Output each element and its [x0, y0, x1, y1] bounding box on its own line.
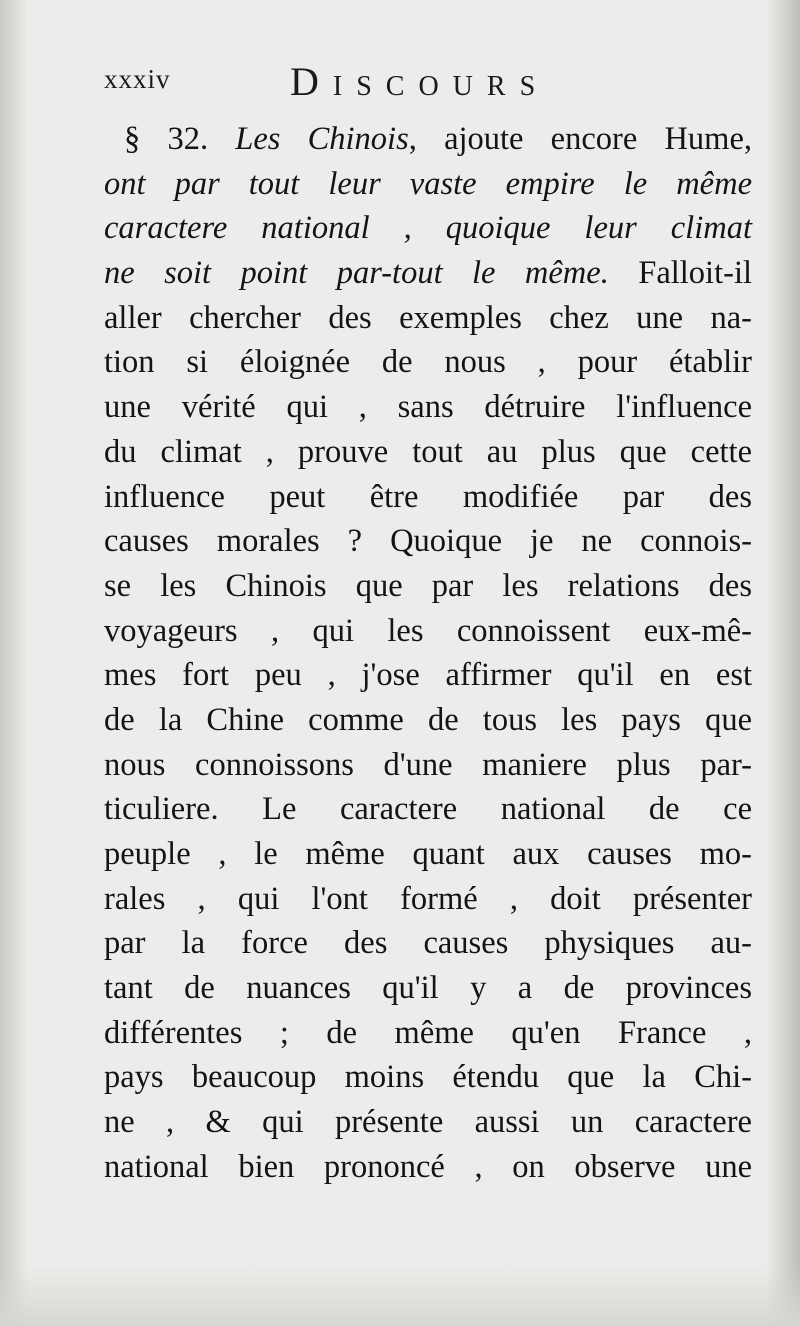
- text-segment: tant de nuances qu'il y a de provinces: [104, 970, 752, 1007]
- text-segment: influence peut être modifiée par des: [104, 478, 752, 515]
- text-line: [104, 1055, 752, 1100]
- text-line: [104, 117, 752, 162]
- text-segment: du climat , prouve tout au plus que cette: [104, 433, 752, 470]
- text-segment: mes fort peu , j'ose affirmer qu'il en est: [104, 657, 752, 694]
- italic-text: ont par tout leur vaste empire le même: [104, 165, 752, 202]
- text-line: [104, 877, 752, 922]
- text-segment: causes morales ? Quoique je ne connois-: [104, 523, 752, 560]
- page-gutter-shadow: [0, 0, 28, 1326]
- text-segment: aller chercher des exemples chez une na-: [104, 299, 752, 336]
- text-line: [104, 1145, 752, 1190]
- text-line: [104, 206, 752, 251]
- text-line: [104, 1100, 752, 1145]
- text-segment: , ajoute encore Hume,: [408, 121, 753, 157]
- text-line: [104, 519, 752, 564]
- text-line: [104, 832, 752, 877]
- text-line: [104, 966, 752, 1011]
- text-line: [104, 609, 752, 654]
- text-line: [104, 1011, 752, 1056]
- text-segment: peuple , le même quant aux causes mo-: [104, 836, 752, 872]
- text-line: [104, 475, 752, 520]
- italic-text: caractere national , quoique leur climat: [104, 210, 752, 247]
- text-segment: différentes ; de même qu'en France ,: [104, 1014, 752, 1051]
- body-text: [104, 117, 752, 1190]
- text-line: [104, 385, 752, 430]
- italic-text: Les Chinois: [235, 121, 409, 157]
- text-line: [104, 162, 752, 207]
- text-segment: § 32.: [124, 121, 236, 157]
- text-line: [104, 653, 752, 698]
- text-line: [104, 921, 752, 966]
- text-segment: nous connoissons d'une maniere plus par-: [104, 746, 752, 783]
- page-edge-shadow: [766, 0, 800, 1326]
- text-line: [104, 698, 752, 743]
- text-segment: pays beaucoup moins étendu que la Chi-: [104, 1059, 752, 1096]
- page-number: xxxiv: [104, 64, 171, 94]
- text-segment: Falloit-il: [608, 255, 753, 292]
- text-line: [104, 251, 752, 296]
- running-title: Discours: [290, 59, 550, 104]
- text-line: [104, 743, 752, 788]
- text-line: [104, 296, 752, 341]
- italic-text: ne soit point par-tout le même.: [104, 255, 609, 292]
- text-segment: voyageurs , qui les connoissent eux-mê-: [104, 612, 752, 649]
- text-segment: se les Chinois que par les relations des: [104, 567, 752, 604]
- text-segment: une vérité qui , sans détruire l'influence: [104, 389, 752, 426]
- page-header: [104, 58, 752, 102]
- text-segment: par la force des causes physiques au-: [104, 925, 752, 962]
- text-line: [104, 430, 752, 475]
- text-segment: national bien prononcé , on observe une: [104, 1148, 752, 1185]
- page-bottom-shadow: [0, 1266, 800, 1326]
- text-segment: ticuliere. Le caractere national de ce: [104, 791, 752, 828]
- text-segment: ne , & qui présente aussi un caractere: [104, 1104, 752, 1141]
- text-line: [104, 340, 752, 385]
- text-segment: de la Chine comme de tous les pays que: [104, 701, 752, 738]
- text-segment: rales , qui l'ont formé , doit présenter: [104, 880, 752, 917]
- text-line: [104, 787, 752, 832]
- text-segment: tion si éloignée de nous , pour établir: [104, 344, 752, 381]
- text-line: [104, 564, 752, 609]
